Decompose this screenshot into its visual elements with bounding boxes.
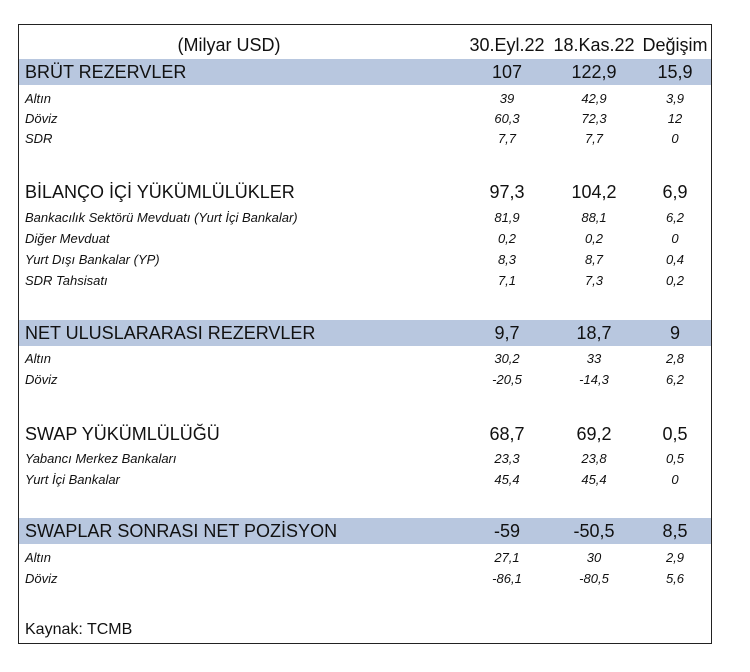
column-header-18-kas-22: 18.Kas.22: [553, 34, 635, 55]
value-degisim: 0: [671, 230, 679, 246]
section-label: NET ULUSLARARASI REZERVLER: [25, 322, 316, 343]
value-30-eyl: 45,4: [494, 471, 520, 487]
value-degisim: 8,5: [662, 520, 688, 541]
value-degisim: 0,4: [665, 251, 685, 267]
value-degisim: 0,2: [665, 272, 685, 288]
row-label: Altın: [25, 350, 52, 366]
table-row: [19, 108, 711, 128]
value-18-kas: 69,2: [576, 423, 612, 444]
value-30-eyl: 39: [499, 90, 515, 106]
value-18-kas: 7,7: [584, 130, 604, 146]
value-18-kas: 122,9: [571, 61, 617, 82]
table-row: [19, 128, 711, 148]
value-30-eyl: 68,7: [489, 423, 525, 444]
value-degisim: 0: [671, 130, 679, 146]
value-degisim: 0: [671, 471, 679, 487]
table-row: [19, 568, 711, 588]
source-note: [19, 618, 711, 642]
section-label: SWAPLAR SONRASI NET POZİSYON: [25, 520, 338, 541]
value-degisim: 0,5: [662, 423, 688, 444]
row-label: Döviz: [25, 570, 58, 586]
value-18-kas: 0,2: [584, 230, 604, 246]
section-row-net-uluslararasi-rezervler: [19, 320, 711, 346]
table-row: [19, 348, 711, 368]
value-30-eyl: -59: [493, 520, 520, 541]
value-degisim: 2,8: [665, 350, 685, 366]
section-row-swaplar-sonrasi-net-pozisyon: [19, 518, 711, 544]
value-18-kas: 88,1: [581, 209, 607, 225]
value-degisim: 6,2: [665, 371, 685, 387]
value-18-kas: 7,3: [584, 272, 604, 288]
value-18-kas: 33: [586, 350, 602, 366]
value-18-kas: 72,3: [581, 110, 607, 126]
table-row: [19, 469, 711, 489]
section-label: SWAP YÜKÜMLÜLÜĞÜ: [25, 423, 220, 444]
row-label: Döviz: [25, 110, 58, 126]
value-18-kas: -14,3: [579, 371, 609, 387]
value-30-eyl: 23,3: [494, 450, 520, 466]
value-30-eyl: 27,1: [494, 549, 520, 565]
row-label: Yurt Dışı Bankalar (YP): [25, 251, 160, 267]
value-degisim: 2,9: [665, 549, 685, 565]
column-header-30-eyl-22: 30.Eyl.22: [469, 34, 545, 55]
row-label: SDR: [25, 130, 53, 146]
row-label: Yabancı Merkez Bankaları: [25, 450, 177, 466]
row-label: Yurt İçi Bankalar: [25, 471, 120, 487]
value-degisim: 6,2: [665, 209, 685, 225]
source-label: Kaynak: TCMB: [25, 621, 133, 638]
table-row: [19, 249, 711, 269]
table-row: [19, 228, 711, 248]
section-label: BİLANÇO İÇİ YÜKÜMLÜLÜKLER: [25, 181, 295, 202]
value-18-kas: 23,8: [581, 450, 607, 466]
section-row-swap-yukumlulugu: [19, 421, 711, 447]
row-label: Bankacılık Sektörü Mevduatı (Yurt İçi Bankalar): [25, 209, 298, 225]
value-30-eyl: 8,3: [497, 251, 517, 267]
value-18-kas: 8,7: [584, 251, 604, 267]
value-30-eyl: -86,1: [492, 570, 522, 586]
value-30-eyl: 60,3: [494, 110, 520, 126]
value-30-eyl: 81,9: [494, 209, 520, 225]
value-30-eyl: 9,7: [494, 322, 520, 343]
table-row: [19, 369, 711, 389]
row-label: Altın: [25, 549, 52, 565]
value-30-eyl: 107: [491, 61, 523, 82]
value-18-kas: 30: [586, 549, 602, 565]
table-row: [19, 270, 711, 290]
value-30-eyl: 30,2: [494, 350, 520, 366]
value-30-eyl: -20,5: [492, 371, 522, 387]
row-label: Altın: [25, 90, 52, 106]
row-label: Diğer Mevduat: [25, 230, 110, 246]
value-18-kas: 45,4: [581, 471, 607, 487]
value-30-eyl: 7,1: [497, 272, 517, 288]
section-row-bilanco-ici-yukumlulukler: [19, 179, 711, 205]
value-degisim: 3,9: [665, 90, 685, 106]
section-row-brut-rezervler: [19, 59, 711, 85]
column-header-degisim: Değişim: [642, 34, 708, 55]
value-30-eyl: 0,2: [497, 230, 517, 246]
value-degisim: 6,9: [662, 181, 688, 202]
table-row: [19, 88, 711, 108]
reserves-table: [18, 24, 712, 644]
table-row: [19, 207, 711, 227]
value-degisim: 0,5: [665, 450, 685, 466]
section-label: BRÜT REZERVLER: [25, 61, 187, 82]
table-row: [19, 547, 711, 567]
value-18-kas: -50,5: [573, 520, 615, 541]
unit-label: (Milyar USD): [177, 34, 281, 55]
row-label: SDR Tahsisatı: [25, 272, 108, 288]
value-degisim: 5,6: [665, 570, 685, 586]
value-18-kas: -80,5: [579, 570, 609, 586]
value-18-kas: 18,7: [576, 322, 612, 343]
value-degisim: 9: [669, 322, 680, 343]
value-degisim: 15,9: [657, 61, 693, 82]
value-18-kas: 42,9: [581, 90, 607, 106]
value-18-kas: 104,2: [571, 181, 617, 202]
value-degisim: 12: [667, 110, 683, 126]
value-30-eyl: 97,3: [489, 181, 525, 202]
table-header: [19, 33, 711, 57]
table-row: [19, 448, 711, 468]
value-30-eyl: 7,7: [497, 130, 517, 146]
row-label: Döviz: [25, 371, 58, 387]
